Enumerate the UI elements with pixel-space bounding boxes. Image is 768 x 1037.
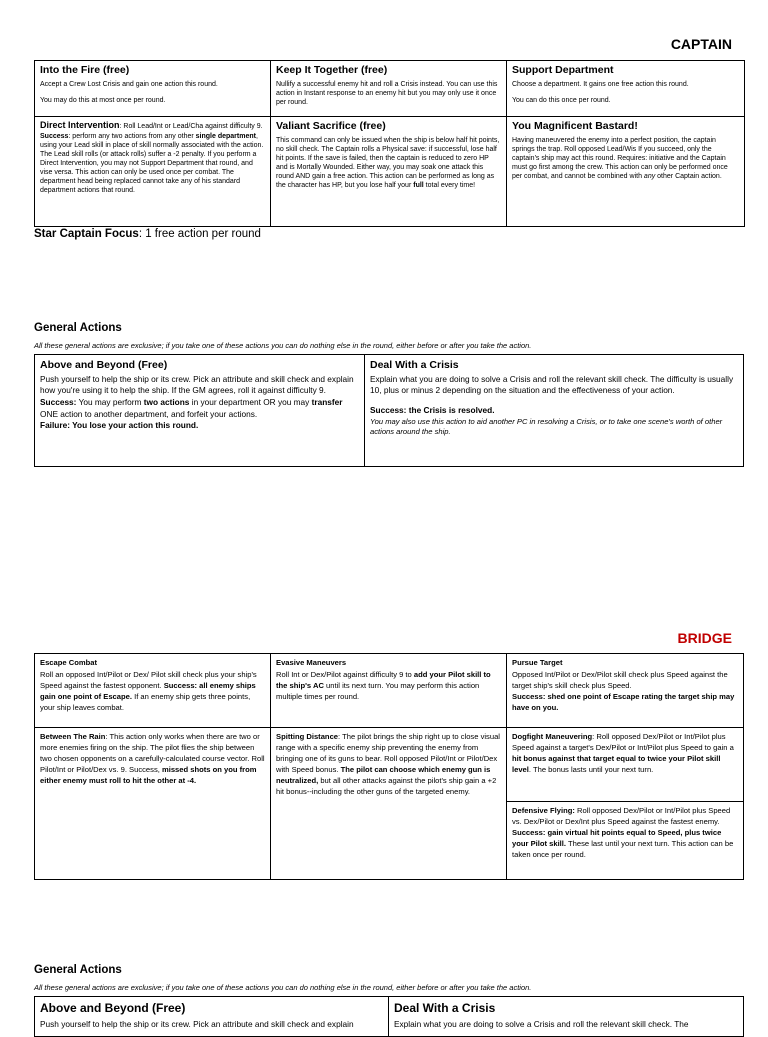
magnificent-bastard-heading: You Magnificent Bastard! <box>512 120 638 132</box>
valiant-sacrifice-full: full <box>413 182 424 190</box>
into-the-fire-note: You may do this at most once per round. <box>40 96 166 104</box>
between-the-rain-cell <box>35 728 271 880</box>
pursue-text: Opposed Int/Pilot or Dex/Pilot skill check plus Speed against the target ship's skill check plus Speed. <box>512 670 728 690</box>
direct-intervention-text-2: , using your Lead skill in place of skill normally associated with the action. The Lead skill rolls (or attack rolls) suffer a -2 penalty. If you perform a Direct Intervention, you may not Support Department that round, and vise versa. This action can only be used once per combat. The department head being replaced cannot take any of his standard department actions that round. <box>40 132 264 195</box>
defensive-flying-bold: Success: gain virtual hit points equal to Speed, plus twice your Pilot skill. <box>512 828 722 848</box>
above-and-beyond-heading-2: Above and Beyond (Free) <box>40 1001 186 1015</box>
general-actions-table-2 <box>34 996 744 1037</box>
evasive-text-2: until its next turn. You may perform this action multiple times per round. <box>276 681 480 701</box>
direct-intervention-text-1: : perform any two actions from any other <box>68 132 196 140</box>
general-actions-table <box>34 354 744 467</box>
keep-it-together-text: Nullify a successful enemy hit and roll a Crisis instead. You can use this action in Instant response to an enemy hit but you may only use it once per round. <box>276 80 498 106</box>
direct-intervention-heading: Direct Intervention <box>40 120 120 130</box>
above-and-beyond-cell <box>35 355 365 467</box>
direct-intervention-single: single department <box>195 132 256 140</box>
defensive-flying-heading: Defensive Flying: <box>512 806 575 815</box>
captain-title: CAPTAIN <box>670 36 732 52</box>
evasive-maneuvers-heading: Evasive Maneuvers <box>276 658 347 667</box>
into-the-fire-text: Accept a Crew Lost Crisis and gain one action this round. <box>40 80 218 88</box>
dogfight-text-2: . The bonus lasts until your next turn. <box>528 765 654 774</box>
support-department-note: You can do this once per round. <box>512 96 611 104</box>
escape-combat-text-1: Roll an opposed Int/Pilot or Dex/ Pilot skill check plus your ship's Speed against the fastest opponent. <box>40 670 257 690</box>
dogfight-cell <box>507 728 744 802</box>
support-department-text: Choose a department. It gains one free action this round. <box>512 80 689 88</box>
deal-with-crisis-heading-2: Deal With a Crisis <box>394 1001 496 1015</box>
valiant-sacrifice-text-2: total every time! <box>423 182 476 190</box>
defensive-flying-cell <box>507 802 744 880</box>
deal-with-crisis-cell <box>365 355 744 467</box>
spitting-distance-bold: The pilot can choose which enemy gun is neutralized, <box>276 765 491 785</box>
deal-with-crisis-text-2: Explain what you are doing to solve a Crisis and roll the relevant skill check. The <box>394 1018 689 1029</box>
general-actions-note: All these general actions are exclusive; if you take one of these actions you can do nothing else in the round, either before or after you take the action. <box>34 341 532 350</box>
general-actions-note-2: All these general actions are exclusive; if you take one of these actions you can do nothing else in the round, either before or after you take the action. <box>34 983 532 992</box>
escape-combat-heading: Escape Combat <box>40 658 97 667</box>
magnificent-bastard-cell <box>507 117 745 227</box>
pursue-target-heading: Pursue Target <box>512 658 563 667</box>
above-and-beyond-cell-2 <box>35 997 389 1037</box>
keep-it-together-cell <box>271 61 507 117</box>
focus-text: : 1 free action per round <box>138 228 261 240</box>
magnificent-bastard-any: any <box>643 173 656 181</box>
valiant-sacrifice-cell <box>271 117 507 227</box>
general-actions-title-2: General Actions <box>34 964 122 976</box>
into-the-fire-cell <box>35 61 271 117</box>
into-the-fire-heading: Into the Fire (free) <box>40 64 130 76</box>
above-success-text-2: in your department OR you may <box>189 396 312 407</box>
star-captain-focus <box>34 228 261 240</box>
above-two-actions: two actions <box>143 396 190 407</box>
evasive-maneuvers-cell <box>271 654 507 728</box>
dogfight-text-1: : Roll opposed Dex/Pilot or Int/Pilot plus Speed against a target's Dex/Pilot or Int/Pilot plus Speed to gain a <box>512 732 734 752</box>
spitting-distance-heading: Spitting Distance <box>276 732 339 741</box>
valiant-sacrifice-heading: Valiant Sacrifice (free) <box>276 120 386 132</box>
dogfight-bold: hit bonus against that target equal to twice your Pilot skill level <box>512 754 721 774</box>
escape-combat-text-2: If an enemy ship gets three points, your ship leaves combat. <box>40 692 251 712</box>
above-transfer: transfer <box>311 396 343 407</box>
dogfight-heading: Dogfight Maneuvering <box>512 732 593 741</box>
above-failure: Failure: You lose your action this round. <box>40 420 199 431</box>
magnificent-bastard-text-1: Having maneuvered the enemy into a perfect position, the captain springs the trap. Roll opposed Lead/Wis If you succeed, only the captain's ship may act this round. Requires: initiative and the Captain must go first among the crew. This action can only be performed once per combat, and cannot be combined with <box>512 136 728 181</box>
evasive-text-1: Roll Int or Dex/Pilot against difficulty 9 to <box>276 670 414 679</box>
focus-label: Star Captain Focus <box>34 228 139 240</box>
between-the-rain-text: : This action only works when there are two or more enemies firing on the ship. The pilot flies the ship between two chosen opponents on a carefully-calculated course vector. Roll Pilot/Int or Pilot/Dex vs. 9. Success, <box>40 732 265 774</box>
above-and-beyond-text: Push yourself to help the ship or its crew. Pick an attribute and skill check and explain how you're using it to help the ship. If the GM agrees, roll it against difficulty 9. <box>40 373 354 396</box>
support-department-cell <box>507 61 745 117</box>
between-the-rain-heading: Between The Rain <box>40 732 106 741</box>
escape-combat-cell <box>35 654 271 728</box>
escape-combat-success: Success: all enemy ships gain one point of Escape. <box>40 681 256 701</box>
support-department-heading: Support Department <box>512 64 614 76</box>
above-success-label: Success: <box>40 396 77 407</box>
direct-intervention-cell <box>35 117 271 227</box>
bridge-actions-table <box>34 653 744 880</box>
direct-intervention-intro: : Roll Lead/Int or Lead/Cha against difficulty 9. <box>119 123 263 130</box>
keep-it-together-heading: Keep It Together (free) <box>276 64 388 76</box>
magnificent-bastard-text-2: other Captain action. <box>655 173 722 181</box>
deal-with-crisis-cell-2 <box>389 997 744 1037</box>
pursue-target-cell <box>507 654 744 728</box>
pursue-success: Success: shed one point of Escape rating the target ship may have on you. <box>512 692 735 712</box>
bridge-title: BRIDGE <box>677 630 732 646</box>
spitting-distance-cell <box>271 728 507 880</box>
above-and-beyond-text-2: Push yourself to help the ship or its crew. Pick an attribute and skill check and explain <box>40 1018 354 1029</box>
defensive-flying-text-2: These last until your next turn. This action can be taken once per round. <box>512 839 734 859</box>
above-and-beyond-heading: Above and Beyond (Free) <box>40 359 168 371</box>
above-success-text-3: ONE action to another department, and forfeit your actions. <box>40 408 258 419</box>
spitting-distance-text-1: : The pilot brings the ship right up to close visual range with a specific enemy ship preventing the enemy from bringing one of its guns to bear. Roll opposed Pilot/Int or Pilot/Dex with Speed bonus. <box>276 732 500 774</box>
deal-with-crisis-text: Explain what you are doing to solve a Crisis and roll the relevant skill check. The difficulty is usually 10, plus or minus 2 depending on the situation and the effectiveness of your action. <box>370 373 734 396</box>
captain-actions-table <box>34 60 745 227</box>
crisis-success: Success: the Crisis is resolved. <box>370 404 495 415</box>
above-success-text-1: You may perform <box>76 396 144 407</box>
deal-with-crisis-heading: Deal With a Crisis <box>370 359 459 371</box>
crisis-note: You may also use this action to aid another PC in resolving a Crisis, or to take one scene's worth of other actions around the ship. <box>370 416 723 437</box>
direct-intervention-success: Success <box>40 132 69 140</box>
valiant-sacrifice-text-1: This command can only be issued when the ship is below half hit points, no skill check. The Captain rolls a Physical save: if successful, lose half hit points. If the save is failed, then the captain is reduced to zero HP and is Mortally Wounded. Either way, you may soak one attack this round AND gain a free action. This action can be performed as long as the character has HP, but you lose half your <box>276 136 500 190</box>
defensive-flying-text-1: Roll opposed Dex/Pilot or Int/Pilot plus Speed vs. Dex/Pilot or Dex/Int plus Speed against the fastest enemy. <box>512 806 731 826</box>
evasive-bold: add your Pilot skill to the ship's AC <box>276 670 491 690</box>
between-the-rain-bold: missed shots on you from either enemy must roll to hit the other at -4. <box>40 765 257 785</box>
spitting-distance-text-2: but all other attacks against the pilot's ship gain a +2 hit bonus--including the other guns of the targeted enemy. <box>276 776 497 796</box>
general-actions-title: General Actions <box>34 322 122 334</box>
